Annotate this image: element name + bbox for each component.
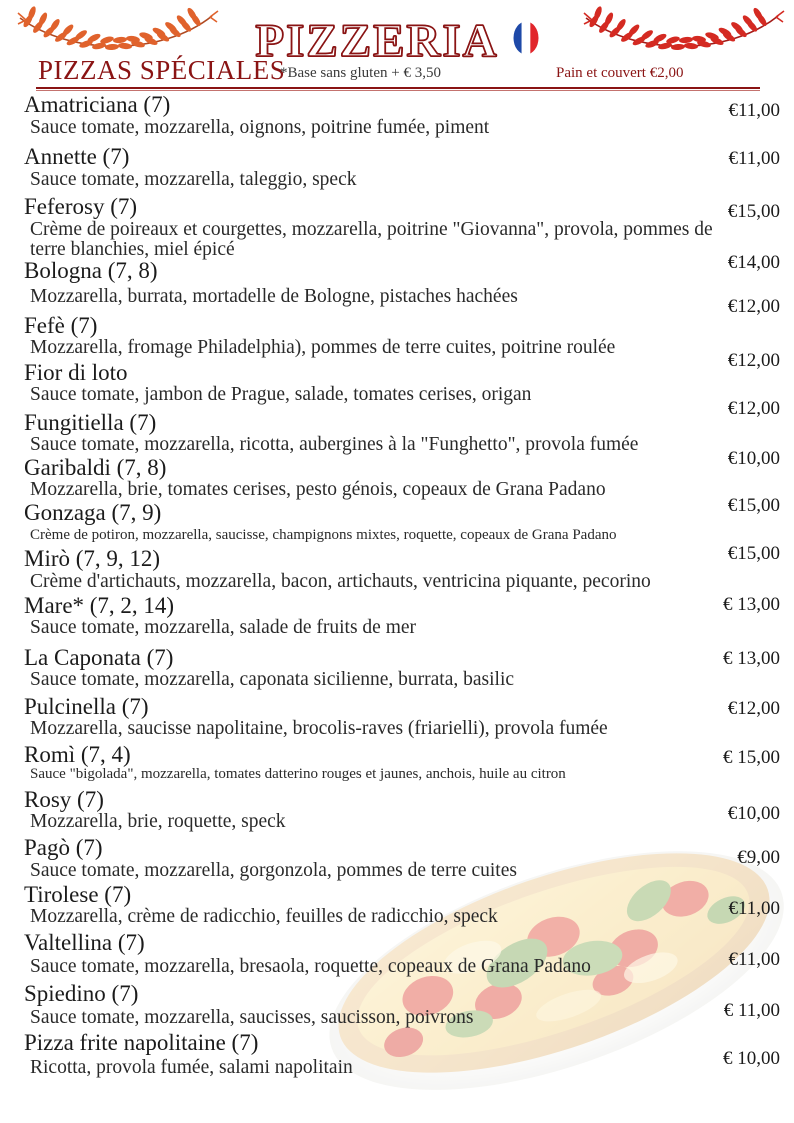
menu-item-description: Mozzarella, saucisse napolitaine, brocolis-raves (friarielli), provola fumée	[30, 718, 608, 739]
menu-item-price: €12,00	[727, 698, 780, 719]
menu-item-price: €10,00	[727, 448, 780, 469]
menu-item-name: Spiedino (7)	[24, 981, 139, 1006]
page-title: PIZZERIA	[255, 15, 499, 67]
menu-item-price: €10,00	[727, 803, 780, 824]
subtitle-row	[0, 57, 794, 87]
menu-item-price: €15,00	[727, 495, 780, 516]
header-divider-accent	[36, 90, 760, 91]
menu-item-price: € 11,00	[723, 1000, 780, 1021]
menu-item-description: Crème de potiron, mozzarella, saucisse, champignons mixtes, roquette, copeaux de Grana Padano	[30, 527, 617, 543]
menu-item-description: Crème d'artichauts, mozzarella, bacon, artichauts, ventricina piquante, pecorino	[30, 571, 651, 592]
menu-item-description: Sauce tomate, mozzarella, saucisses, saucisson, poivrons	[30, 1007, 474, 1028]
menu-item-description: Sauce tomate, mozzarella, gorgonzola, pommes de terre cuites	[30, 860, 517, 881]
header-divider	[36, 87, 760, 89]
menu-header	[0, 0, 794, 96]
menu-item-description: Mozzarella, brie, roquette, speck	[30, 811, 286, 832]
menu-item-description: Sauce tomate, mozzarella, caponata sicilienne, burrata, basilic	[30, 669, 515, 690]
menu-item-description: Ricotta, provola fumée, salami napolitain	[30, 1057, 353, 1078]
section-title: PIZZAS SPÉCIALES	[38, 55, 286, 85]
menu-item-price: €11,00	[728, 100, 780, 121]
menu-item-name: Annette (7)	[24, 144, 130, 169]
menu-item-description: Sauce tomate, mozzarella, bresaola, roquette, copeaux de Grana Padano	[30, 956, 591, 977]
menu-item-name: Tirolese (7)	[24, 882, 132, 907]
menu-item-description: Sauce tomate, mozzarella, salade de fruits de mer	[30, 617, 417, 638]
menu-item-name: Fior di loto	[24, 360, 128, 385]
menu-item-description: Mozzarella, brie, tomates cerises, pesto génois, copeaux de Grana Padano	[30, 479, 606, 500]
menu-item-price: €12,00	[727, 296, 780, 317]
menu-item-description: Sauce tomate, jambon de Prague, salade, tomates cerises, origan	[30, 384, 532, 405]
menu-item-price: €12,00	[727, 398, 780, 419]
menu-item-description: Mozzarella, crème de radicchio, feuilles de radicchio, speck	[30, 906, 498, 927]
menu-item-price: € 13,00	[723, 648, 780, 669]
menu-item-price: €11,00	[728, 949, 780, 970]
menu-item-name: Mare* (7, 2, 14)	[24, 593, 175, 618]
menu-item-price: €11,00	[728, 148, 780, 169]
menu-item-name: Pulcinella (7)	[24, 694, 149, 719]
menu-item-price: € 10,00	[723, 1048, 780, 1069]
cover-charge-note: Pain et couvert €2,00	[556, 65, 684, 81]
menu-item-name: Mirò (7, 9, 12)	[24, 546, 161, 571]
menu-item-price: €15,00	[727, 543, 780, 564]
menu-item-name: Fungitiella (7)	[24, 410, 157, 435]
menu-item-description: Sauce tomate, mozzarella, taleggio, speck	[30, 169, 357, 190]
menu-item-name: Fefè (7)	[24, 313, 98, 338]
menu-item-description: Sauce "bigolada", mozzarella, tomates datterino rouges et jaunes, anchois, huile au citron	[30, 766, 566, 782]
french-flag-icon	[513, 21, 539, 55]
menu-item-name: Bologna (7, 8)	[24, 258, 158, 283]
menu-item-price: €15,00	[727, 201, 780, 222]
menu-item-name: Romì (7, 4)	[24, 742, 131, 767]
menu-item-description: Mozzarella, burrata, mortadelle de Bologne, pistaches hachées	[30, 286, 518, 307]
gluten-free-note: *Base sans gluten + € 3,50	[280, 65, 441, 81]
menu-item-description: Sauce tomate, mozzarella, oignons, poitrine fumée, piment	[30, 117, 490, 138]
menu-item-price: € 13,00	[723, 594, 780, 615]
menu-item-name: Pizza frite napolitaine (7)	[24, 1030, 259, 1055]
menu-item-price: € 15,00	[723, 747, 780, 768]
menu-item-name: Valtellina (7)	[24, 930, 145, 955]
menu-item-price: €12,00	[727, 350, 780, 371]
menu-item-name: Garibaldi (7, 8)	[24, 455, 167, 480]
menu-item-name: La Caponata (7)	[24, 645, 174, 670]
menu-item-price: €14,00	[727, 252, 780, 273]
menu-item-name: Feferosy (7)	[24, 194, 138, 219]
menu-item-name: Rosy (7)	[24, 787, 104, 812]
menu-item-description: Crème de poireaux et courgettes, mozzarella, poitrine "Giovanna", provola, pommes de terre blanchies, miel épicé	[30, 219, 713, 260]
menu-item-price: €9,00	[737, 847, 780, 868]
menu-item-name: Gonzaga (7, 9)	[24, 500, 162, 525]
menu-item-name: Amatriciana (7)	[24, 92, 171, 117]
menu-item-description: Sauce tomate, mozzarella, ricotta, aubergines à la "Funghetto", provola fumée	[30, 434, 639, 455]
menu-item-description: Mozzarella, fromage Philadelphia), pommes de terre cuites, poitrine roulée	[30, 337, 616, 358]
menu-item-name: Pagò (7)	[24, 835, 103, 860]
menu-item-price: €11,00	[728, 898, 780, 919]
